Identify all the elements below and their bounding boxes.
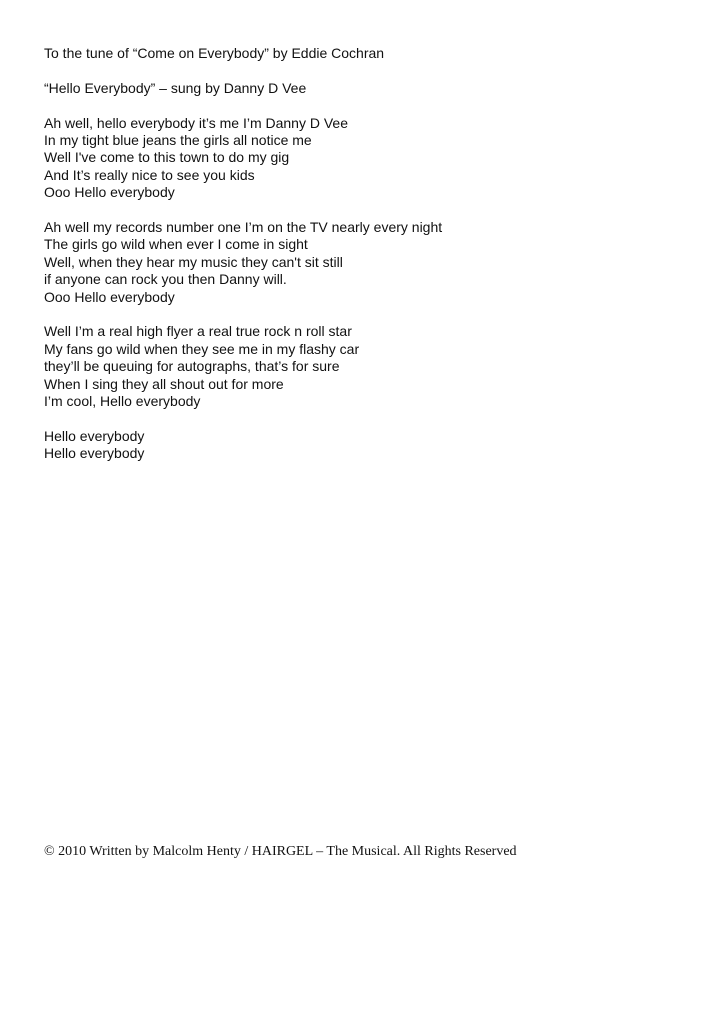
song-title: “Hello Everybody” – sung by Danny D Vee bbox=[44, 79, 307, 96]
copyright-footer: © 2010 Written by Malcolm Henty / HAIRGEL – The Musical. All Rights Reserved bbox=[44, 844, 517, 859]
lyric-line: Well I've come to this town to do my gig bbox=[44, 149, 290, 166]
intro-line: To the tune of “Come on Everybody” by Eddie Cochran bbox=[44, 45, 385, 61]
verse-3 bbox=[44, 323, 684, 410]
spacer bbox=[44, 202, 684, 219]
lyric-line: Well I’m a real high flyer a real true rock n roll star bbox=[44, 323, 352, 340]
verse-1 bbox=[44, 115, 684, 202]
outro bbox=[44, 428, 684, 463]
lyric-line: Ah well, hello everybody it’s me I’m Danny D Vee bbox=[44, 114, 348, 131]
lyric-line: Well, when they hear my music they can't sit still bbox=[44, 253, 343, 270]
spacer bbox=[44, 62, 684, 79]
spacer bbox=[44, 97, 684, 114]
lyric-line: And It’s really nice to see you kids bbox=[44, 166, 255, 183]
lyric-line: My fans go wild when they see me in my flashy car bbox=[44, 340, 360, 357]
lyric-line: In my tight blue jeans the girls all notice me bbox=[44, 132, 312, 148]
lyric-line: if anyone can rock you then Danny will. bbox=[44, 271, 287, 288]
lyric-line: Ah well my records number one I’m on the TV nearly every night bbox=[44, 219, 443, 236]
lyric-line: When I sing they all shout out for more bbox=[44, 375, 284, 392]
lyric-line: they’ll be queuing for autographs, that’s for sure bbox=[44, 358, 340, 375]
lyric-line: Ooo Hello everybody bbox=[44, 184, 175, 201]
lyric-line: Ooo Hello everybody bbox=[44, 288, 175, 305]
lyric-line: Hello everybody bbox=[44, 427, 145, 444]
lyric-line: The girls go wild when ever I come in sight bbox=[44, 236, 308, 253]
spacer bbox=[44, 410, 684, 427]
lyrics-body bbox=[44, 45, 684, 463]
spacer bbox=[44, 306, 684, 323]
lyric-line: Hello everybody bbox=[44, 445, 145, 462]
verse-2 bbox=[44, 219, 684, 306]
lyric-line: I’m cool, Hello everybody bbox=[44, 393, 201, 410]
